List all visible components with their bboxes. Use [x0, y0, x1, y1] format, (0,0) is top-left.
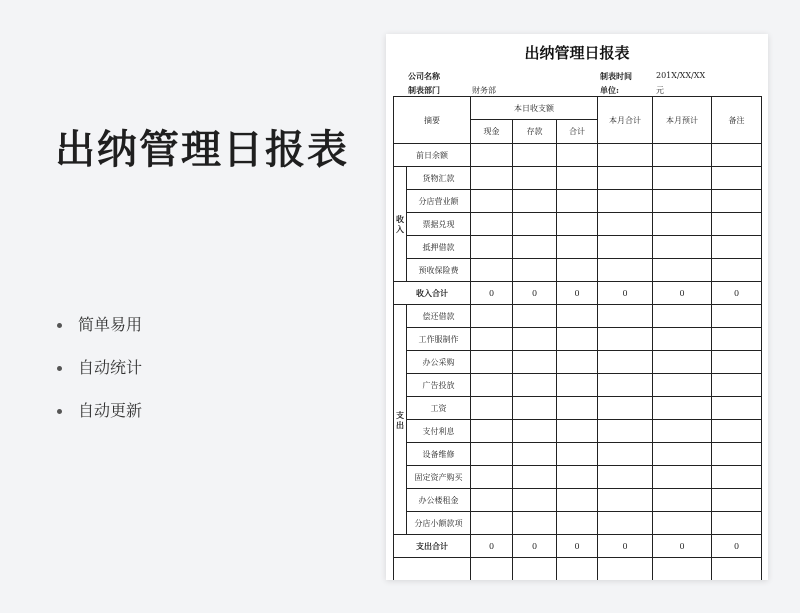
header-remark: 备注	[712, 97, 762, 144]
table-row	[394, 259, 762, 282]
sheet-title: 出纳管理日报表	[524, 44, 630, 62]
bullet-icon	[57, 409, 62, 414]
row-label: 工作服制作	[407, 328, 471, 351]
row-label: 抵押借款	[407, 236, 471, 259]
group-income: 收入	[394, 167, 407, 282]
table-row	[394, 190, 762, 213]
row-label: 收入合计	[394, 282, 471, 305]
feature-item	[55, 356, 142, 399]
unit-value: 元	[656, 86, 664, 95]
feature-label: 自动更新	[78, 401, 143, 420]
value-cell: 0	[598, 535, 653, 558]
row-label: 支出合计	[394, 535, 471, 558]
expense-total-row	[394, 535, 762, 558]
table-row	[394, 351, 762, 374]
feature-list	[55, 313, 142, 442]
table-row	[394, 236, 762, 259]
unit-label: 单位:	[600, 85, 619, 95]
table-row	[394, 558, 762, 581]
header-cash: 现金	[471, 120, 513, 144]
date-value: 201X/XX/XX	[656, 71, 706, 80]
table-row	[394, 213, 762, 236]
bullet-icon	[57, 366, 62, 371]
header-daily: 本日收支额	[471, 97, 598, 120]
table-row	[394, 420, 762, 443]
feature-label: 自动统计	[78, 358, 143, 377]
table-row	[394, 144, 762, 167]
header-month-budget: 本月预计	[653, 97, 712, 144]
company-label: 公司名称	[408, 71, 440, 81]
row-label: 广告投放	[407, 374, 471, 397]
value-cell: 0	[653, 282, 712, 305]
row-label: 固定资产购买	[407, 466, 471, 489]
table-row	[394, 397, 762, 420]
row-label: 工资	[407, 397, 471, 420]
value-cell: 0	[598, 282, 653, 305]
table-row	[394, 374, 762, 397]
table-row	[394, 489, 762, 512]
row-label: 货物汇款	[407, 167, 471, 190]
bullet-icon	[57, 323, 62, 328]
table-row	[394, 443, 762, 466]
income-total-row	[394, 282, 762, 305]
promo-title: 出纳管理日报表	[55, 127, 349, 173]
table-row	[394, 305, 762, 328]
row-label: 办公采购	[407, 351, 471, 374]
row-label: 偿还借款	[407, 305, 471, 328]
header-month-total: 本月合计	[598, 97, 653, 144]
table-row	[394, 512, 762, 535]
value-cell: 0	[513, 535, 557, 558]
row-label: 预收保险费	[407, 259, 471, 282]
report-sheet-preview	[386, 34, 768, 580]
header-subtotal: 合计	[557, 120, 598, 144]
table-row	[394, 328, 762, 351]
row-label: 前日余额	[394, 144, 471, 167]
row-label: 分店小额款项	[407, 512, 471, 535]
dept-label: 制表部门	[408, 85, 440, 95]
date-label: 制表时间	[600, 71, 632, 81]
value-cell: 0	[557, 282, 598, 305]
row-label: 办公楼租金	[407, 489, 471, 512]
value-cell: 0	[712, 535, 762, 558]
value-cell: 0	[471, 535, 513, 558]
value-cell: 0	[557, 535, 598, 558]
feature-label: 简单易用	[78, 315, 143, 334]
value-cell: 0	[513, 282, 557, 305]
row-label: 票据兑现	[407, 213, 471, 236]
table-row	[394, 167, 762, 190]
dept-value: 财务部	[472, 86, 496, 95]
row-label: 支付利息	[407, 420, 471, 443]
report-table	[393, 96, 762, 580]
feature-item	[55, 313, 142, 356]
header-summary: 摘要	[394, 97, 471, 144]
feature-item	[55, 399, 142, 442]
value-cell: 0	[653, 535, 712, 558]
group-expense: 支出	[394, 305, 407, 535]
value-cell: 0	[471, 282, 513, 305]
header-row	[394, 97, 762, 120]
row-label: 分店营业额	[407, 190, 471, 213]
header-deposit: 存款	[513, 120, 557, 144]
table-row	[394, 466, 762, 489]
value-cell: 0	[712, 282, 762, 305]
row-label: 设备维修	[407, 443, 471, 466]
